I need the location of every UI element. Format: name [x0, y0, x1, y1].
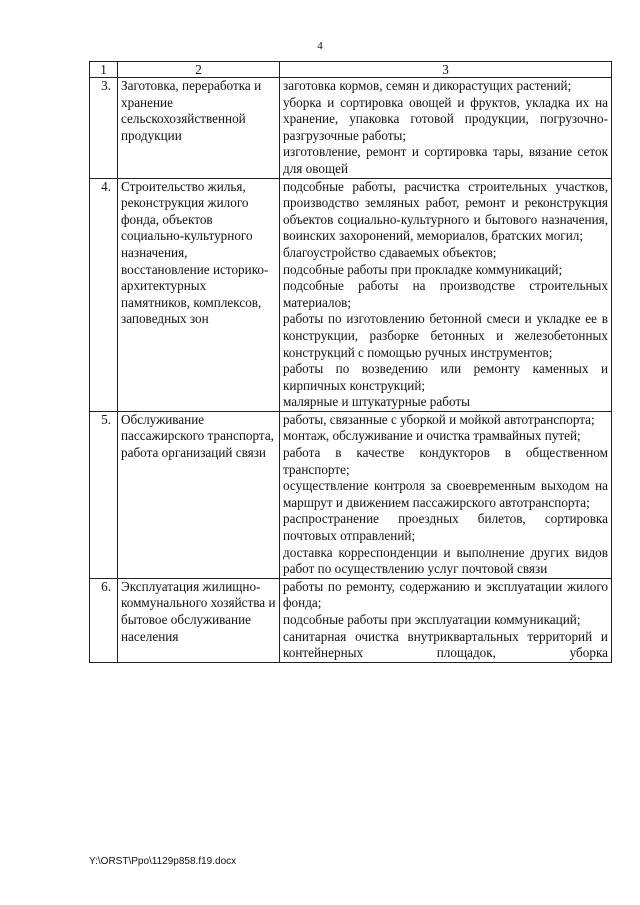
work-item: подсобные работы при эксплуатации коммуникаций; — [283, 612, 581, 627]
work-item: работа в качестве кондукторов в общественном транспорте; — [283, 445, 608, 477]
activity-area: Заготовка, переработка и хранение сельскохозяйственной продукции — [118, 78, 280, 179]
work-item: малярные и штукатурные работы — [283, 394, 470, 410]
row-number: 5. — [90, 411, 118, 578]
work-types — [280, 578, 612, 662]
activity-area: Строительство жилья, реконструкция жилого фонда, объектов социально-культурного назначения, восстановление историко-архитектурных памятников, комплексов, заповедных зон — [118, 178, 280, 411]
work-item: монтаж, обслуживание и очистка трамвайных путей; — [283, 428, 581, 444]
work-item: работы по ремонту, содержанию и эксплуатации жилого фонда; — [283, 578, 608, 611]
work-item: распространение проездных билетов, сортировка почтовых отправлений; — [283, 511, 608, 544]
row-number: 3. — [90, 78, 118, 179]
work-item: уборка и сортировка овощей и фруктов, укладка их на хранение, упаковка готовой продукции, погрузочно-разгрузочные работы; — [283, 94, 608, 143]
work-item: подсобные работы, расчистка строительных участков, производство земляных работ, ремонт и реконструкция объектов социально-культурного и бытового назначения, воинских захоронений, мемориалов, братских могил; — [283, 178, 608, 244]
work-item: осуществление контроля за своевременным выходом на маршрут и движением пассажирского автотранспорта; — [283, 478, 608, 510]
work-item: работы, связанные с уборкой и мойкой автотранспорта; — [283, 411, 595, 427]
activity-area: Эксплуатация жилищно-коммунального хозяйства и бытовое обслуживание населения — [118, 578, 280, 662]
header-col-3: 3 — [280, 62, 612, 78]
work-item: санитарная очистка внутриквартальных территорий и контейнерных площадок, уборка — [283, 628, 608, 661]
page-number: 4 — [317, 40, 323, 52]
work-types — [280, 78, 612, 179]
work-item: работы по возведению или ремонту каменных и кирпичных конструкций; — [283, 361, 608, 393]
work-item: заготовка кормов, семян и дикорастущих растений; — [283, 78, 572, 93]
row-number: 6. — [90, 578, 118, 662]
work-item: благоустройство сдаваемых объектов; — [283, 244, 497, 260]
work-types — [280, 178, 612, 411]
table-row — [90, 411, 612, 578]
header-col-2: 2 — [118, 62, 280, 78]
table-row — [90, 78, 612, 179]
table-row — [90, 578, 612, 662]
work-item: подсобные работы на производстве строительных материалов; — [283, 278, 608, 310]
work-item: подсобные работы при прокладке коммуникаций; — [283, 261, 563, 277]
activity-area: Обслуживание пассажирского транспорта, работа организаций связи — [118, 411, 280, 578]
work-item: доставка корреспонденции и выполнение других видов работ по осуществлению услуг почтовой связи — [283, 544, 608, 577]
table-header-row — [90, 62, 612, 78]
header-col-1: 1 — [90, 62, 118, 78]
table-row — [90, 178, 612, 411]
file-path-footer: Y:\ORST\Ppo\1129p858.f19.docx — [89, 856, 237, 867]
works-table — [89, 61, 612, 663]
work-item: изготовление, ремонт и сортировка тары, вязание сеток для овощей — [283, 144, 608, 176]
work-item: работы по изготовлению бетонной смеси и укладке ее в конструкции, разборке бетонных и железобетонных конструкций с помощью ручных инструментов; — [283, 311, 608, 360]
work-types — [280, 411, 612, 578]
row-number: 4. — [90, 178, 118, 411]
